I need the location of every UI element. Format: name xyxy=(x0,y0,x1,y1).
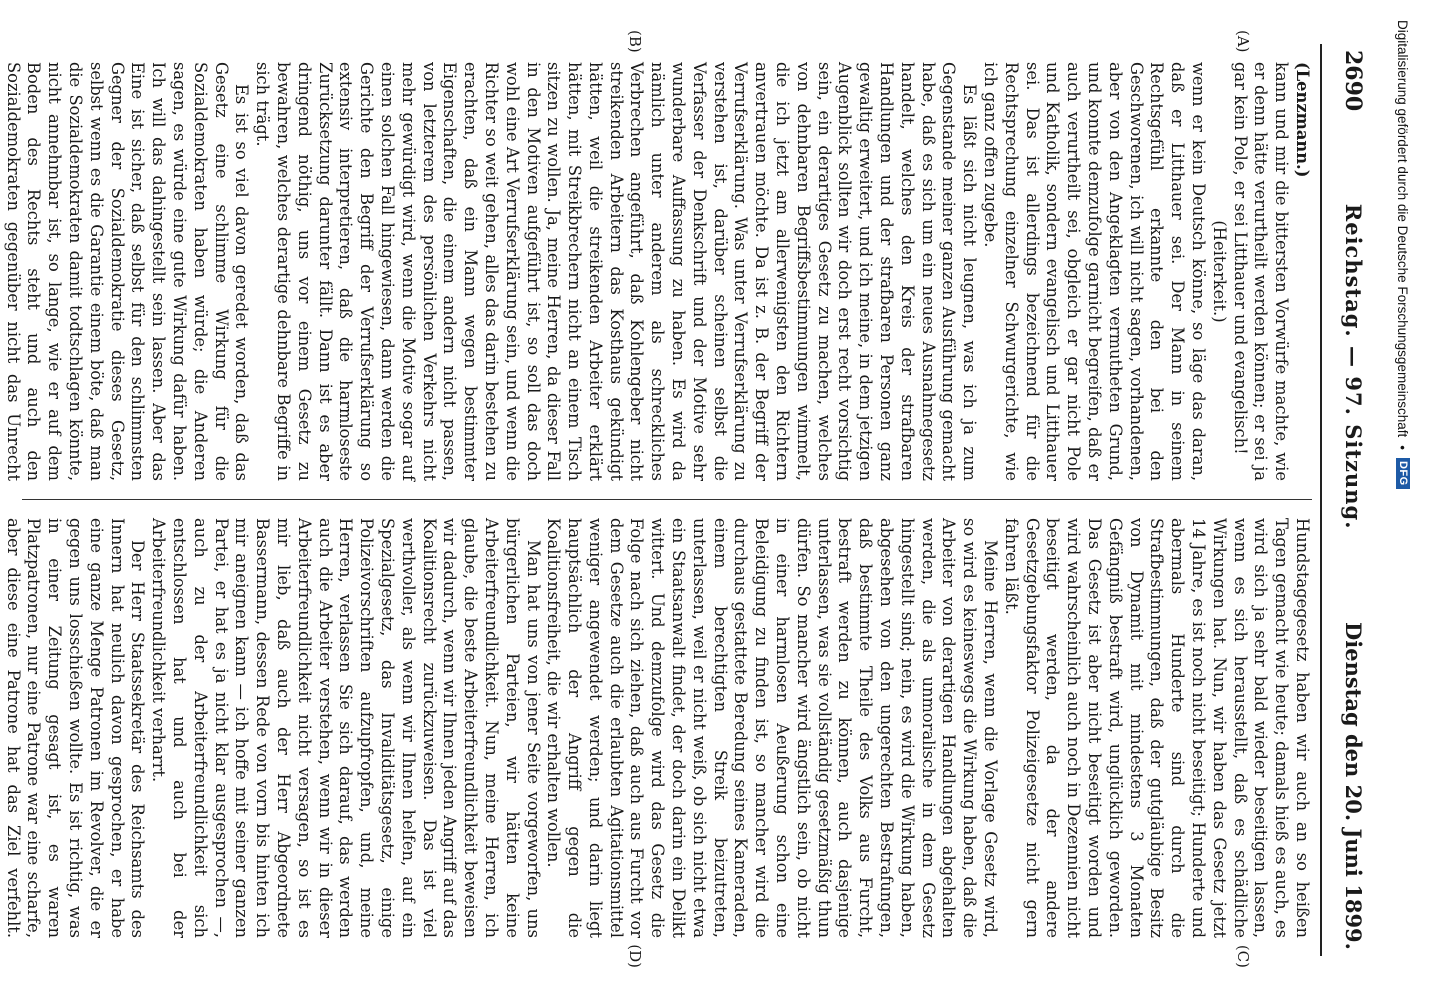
paragraph: wenn er kein Deutsch könne, so läge das daran, daß er Litthauer sei. Der Mann in seinem Rechtsgefühl erkannte den bei den Geschworenen, ich will nicht sagen, vorhandenen, aber von den Angeklagten vermutheten Grund, und konnte demzufolge garnicht begreifen, daß er auch verurtheilt sei, obgleich er gar nicht Pole und Katholik, sondern evangelisch und Litthauer sei. Das ist allerdings bezeichnend für die Rechtsprechung einzelner Schwurgerichte, wie ich ganz offen zugebe. xyxy=(981,62,1209,481)
paragraph: kann und mir die bittersten Vorwürfe machte, wie er denn hätte verurtheilt werden können; er sei ja gar kein Pole, er sei Litthauer und evangelisch! xyxy=(1230,62,1292,481)
right-column xyxy=(3,500,1312,956)
speaker-name: (Lenzmann.) xyxy=(1293,62,1312,178)
left-column xyxy=(3,44,1312,500)
document-page xyxy=(0,30,1370,970)
paragraph: Meine Herren, wenn die Vorlage Gesetz wird, so wird es keineswegs die Wirkung haben, daß die Arbeiter von derartigen Handlungen abgehalten werden, die als unmoralische in dem Gesetz hingestellt sind; nein, es wird die Wirkung haben, abgesehen von den ungerechten Bestrafungen, daß bestimmte Theile des Volks aus Furcht, bestraft werden zu können, auch dasjenige unterlassen, was sie vollständig gesetzmäßig thun dürfen. So mancher wird ängstlich sein, ob nicht in einer harmlosen Aeußerung schon eine Beleidigung zu finden ist, so mancher wird die durchaus gestattete Beredung seines Kameraden, einem berechtigten Streik beizutreten, unterlassen, weil er nicht weiß, ob sich nicht etwa ein Staatsanwalt findet, der doch darin ein Delikt wittert. Und demzufolge wird das Gesetz die Folge nach sich ziehen, daß auch aus Furcht vor dem Gesetze auch die erlaubten Agitationsmittel weniger angewendet werden; und darin liegt hauptsächlich der Angriff gegen die Koalitionsfreiheit, die wir erhalten wollen. xyxy=(544,518,1001,938)
dfg-logo: DFG xyxy=(1396,458,1410,489)
paragraph: Es ist so viel davon geredet worden, daß das Gesetz eine schlimme Wirkung für die Sozialdemokraten haben würde; die Anderen sagen, es würde eine gute Wirkung dafür haben. Ich will das dahingestellt sein lassen. Aber das Eine ist sicher, daß selbst für den schlimmsten Gegner der Sozialdemokratie dieses Gesetz, selbst wenn es die Garantie einem böte, daß man die Sozialdemokraten damit todtschlagen könnte, nicht annehmbar ist, so lange, wie er auf dem Boden des Rechts steht und auch den Sozialdemokraten gegenüber nicht das Unrecht xyxy=(3,62,252,481)
paragraph: Der Herr Staatssekretär des Reichsamts des Innern hat neulich davon gesprochen, er habe eine ganze Menge Patronen im Revolver, die er gegen uns losschießen wollte. Es ist richtig, was in einer Zeitung gesagt ist, es waren Platzpatronen, nur eine Patrone war eine scharfe, aber diese eine Patrone hat das Ziel verfehlt. xyxy=(3,518,148,938)
text-columns xyxy=(3,30,1312,968)
digitization-notice: Digitalisierung gefördert durch die Deutsche Forschungsgemeinschaft • DFG xyxy=(1388,20,1418,980)
page-header xyxy=(1320,44,1366,956)
paragraph: Es läßt sich nicht leugnen, was ich ja zum Gegenstande meiner ganzen Ausführung gemacht habe, daß es sich um ein neues Ausnahmegesetz handelt, welches den Kreis der strafbaren Handlungen und der strafbaren Personen ganz gewaltig erweitert, und ich meine, in dem jetzigen Augenblick sollten wir doch erst recht vorsichtig sein, ein derartiges Gesetz zu machen, welches von dehnbaren Begriffsbestimmungen wimmelt, die ich jetzt am allerwenigsten den Richtern anvertrauen möchte. Da ist z. B. der Begriff der Verrufserklärung. Was unter Verrufserklärung zu verstehen ist, darüber scheinen selbst die Verfasser der Denkschrift und der Motive sehr wunderbare Auffassung zu haben. Es wird da nämlich unter anderem als schreckliches Verbrechen angeführt, daß Kohlengeber nicht streikenden Arbeitern das Kosthaus gekündigt hätten, weil die streikenden Arbeiter erklärt hätten, mit Streikbrechern nicht an einem Tisch sitzen zu wollen. Ja, meine Herren, da dieser Fall in den Motiven aufgeführt ist, so soll das doch wohl eine Art Verrufserklärung sein, und wenn die Richter so weit gehen, alles das darin bestehen zu erachten, daß ein Mann wegen bestimmter Eigenschaften, die einem andern nicht passen, von letzterem des persönlichen Verkehrs nicht mehr gewürdigt wird, wenn die Motive sogar auf einen solchen Fall hingewiesen, dann werden die Gerichte den Begriff der Verrufserklärung so extensiv interpretieren, daß die harmloseste Zurücksetzung darunter fällt. Dann ist es aber dringend nöthig, uns vor einem Gesetz zu bewahren, welches derartige dehnbare Begriffe in sich trägt. xyxy=(253,62,980,481)
session-title: Reichstag. — 97. Sitzung. xyxy=(1341,203,1366,530)
paragraph: Man hat uns von jener Seite vorgeworfen, uns bürgerlichen Parteien, wir hätten keine Arbeiterfreundlichkeit. Nun, meine Herren, ich glaube, die beste Arbeiterfreundlichkeit beweisen wir dadurch, wenn wir Ihnen jeden Angriff auf das Koalitionsrecht zurückzuweisen. Das ist viel werthvoller, als wenn wir Ihnen helfen, auf ein Spezialgesetz, das Invaliditätsgesetz, einige Polizeivorschriften aufzupfropfen, und, meine Herren, verlassen Sie sich darauf, das werden auch die Arbeiter verstehen, wenn wir in dieser Arbeiterfreundlichkeit nicht versagen, so ist es mir lieb, daß auch der Herr Abgeordnete Bassermann, dessen Rede von vorn bis hinten ich mir aneignen kann — ich hoffe mit seiner ganzen Partei, er hat es ja nicht klar ausgesprochen —, auch zu der Arbeiterfreundlichkeit sich entschlossen hat und auch bei der Arbeiterfreundlichkeit verharrt. xyxy=(149,518,543,938)
margin-mark-b: (B) xyxy=(626,30,644,53)
paragraph: Hundstagegesetz haben wir auch an so heißen Tagen gemacht wie heute; damals hieß es auch, es wird sich ja sehr bald wieder beseitigen lassen, wenn es sich herausstellt, daß es schädliche Wirkungen hat. Nun, wir haben das Gesetz jetzt 14 Jahre, es ist noch nicht beseitigt; Hunderte und abermals Hunderte sind durch die Strafbestimmungen, daß der gutgläubige Besitz von Dynamit mit mindestens 3 Monaten Gefängniß bestraft wird, unglücklich geworden. Das Gesetz ist aber nicht beseitigt worden und wird wahrscheinlich auch noch in Dezennien nicht beseitigt werden, da der andere Gesetzgebungsfaktor Polizeigesetze nicht gern fahren läßt. xyxy=(1001,518,1312,938)
session-date: Dienstag den 20. Juni 1899. xyxy=(1341,622,1366,950)
margin-mark-d: (D) xyxy=(626,944,644,968)
audience-reaction: (Heiterkeit.) xyxy=(1209,220,1229,323)
page-number: 2690 xyxy=(1340,50,1366,112)
digitization-text: Digitalisierung gefördert durch die Deutsche Forschungsgemeinschaft xyxy=(1395,20,1411,438)
margin-mark-c: (C) xyxy=(1234,944,1252,968)
margin-mark-a: (A) xyxy=(1234,30,1252,53)
